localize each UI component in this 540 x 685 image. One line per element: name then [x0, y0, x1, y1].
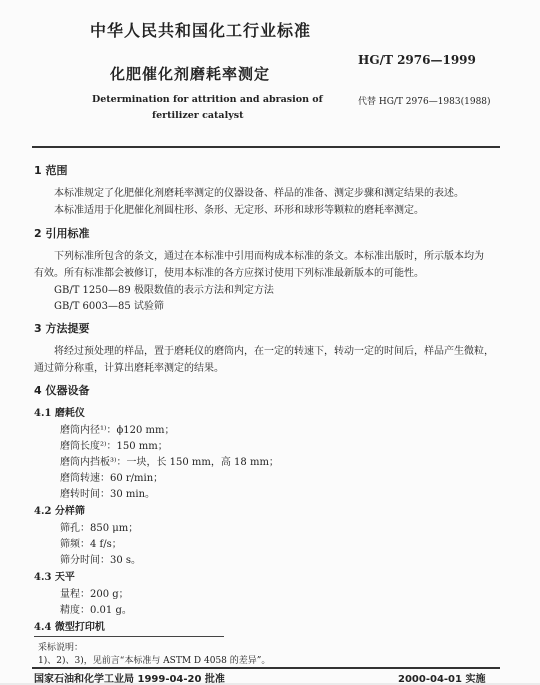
section-2-paragraph-line-2: 有效。所有标准都会被修订，使用本标准的各方应探讨使用下列标准最新版本的可能性。 [34, 268, 424, 279]
header-divider [32, 146, 500, 148]
list-item: 磨筒转速：60 r/min； [60, 473, 164, 484]
list-item: 筛孔：850 μm； [60, 523, 139, 534]
section-4-heading: 4 仪器设备 [34, 384, 90, 397]
subsection-4-3-heading: 4.3 天平 [34, 572, 75, 583]
section-1-heading: 1 范围 [34, 164, 68, 177]
list-item: 筛频：4 f/s； [60, 539, 122, 550]
list-item: 筛分时间：30 s。 [60, 555, 142, 566]
effective-date: 2000-04-01 实施 [398, 674, 486, 685]
english-title-line-1: Determination for attrition and abrasion of [92, 94, 323, 105]
list-item: 磨筒长度²⁾：150 mm； [60, 441, 168, 452]
english-title-line-2: fertilizer catalyst [152, 110, 244, 121]
list-item: 磨转时间：30 min。 [60, 489, 156, 500]
list-item: 量程：200 g； [60, 589, 129, 600]
list-item: 磨筒内挡板³⁾：一块，长 150 mm，高 18 mm； [60, 457, 279, 468]
subsection-4-4-heading: 4.4 微型打印机 [34, 622, 105, 633]
subsection-4-2-heading: 4.2 分样筛 [34, 506, 85, 517]
section-1-paragraph-2: 本标准适用于化肥催化剂圆柱形、条形、无定形、环形和球形等颗粒的磨耗率测定。 [54, 205, 424, 216]
section-3-paragraph-line-2: 通过筛分称重，计算出磨耗率测定的结果。 [34, 363, 224, 374]
subsection-4-1-heading: 4.1 磨耗仪 [34, 408, 85, 419]
footer-divider [32, 667, 500, 669]
section-3-paragraph-line-1: 将经过预处理的样品，置于磨耗仪的磨筒内，在一定的转速下，转动一定的时间后，样品产生微粒， [54, 346, 494, 357]
section-3-heading: 3 方法提要 [34, 322, 90, 335]
approval-info: 国家石油和化学工业局 1999-04-20 批准 [34, 674, 225, 685]
standard-body-header: 中华人民共和国化工行业标准 [90, 21, 312, 40]
adoption-note-text: 1)、2)、3)，见前言“本标准与 ASTM D 4058 的差异”。 [38, 656, 271, 666]
list-item: 磨筒内径¹⁾：ϕ120 mm； [60, 425, 175, 436]
footnote-divider [34, 636, 224, 637]
section-2-heading: 2 引用标准 [34, 227, 90, 240]
reference-standard-2: GB/T 6003—85 试验筛 [54, 301, 164, 312]
section-1-paragraph-1: 本标准规定了化肥催化剂磨耗率测定的仪器设备、样品的准备、测定步骤和测定结果的表述。 [54, 188, 464, 199]
standard-code: HG/T 2976—1999 [358, 53, 476, 67]
list-item: 精度：0.01 g。 [60, 605, 132, 616]
adoption-note-label: 采标说明： [38, 643, 84, 653]
document-title: 化肥催化剂磨耗率测定 [110, 65, 271, 83]
reference-standard-1: GB/T 1250—89 极限数值的表示方法和判定方法 [54, 285, 274, 296]
replaces-standard: 代替 HG/T 2976—1983(1988) [358, 97, 491, 107]
section-2-paragraph-line-1: 下列标准所包含的条文，通过在本标准中引用而构成本标准的条文。本标准出版时，所示版本均为 [54, 251, 484, 262]
